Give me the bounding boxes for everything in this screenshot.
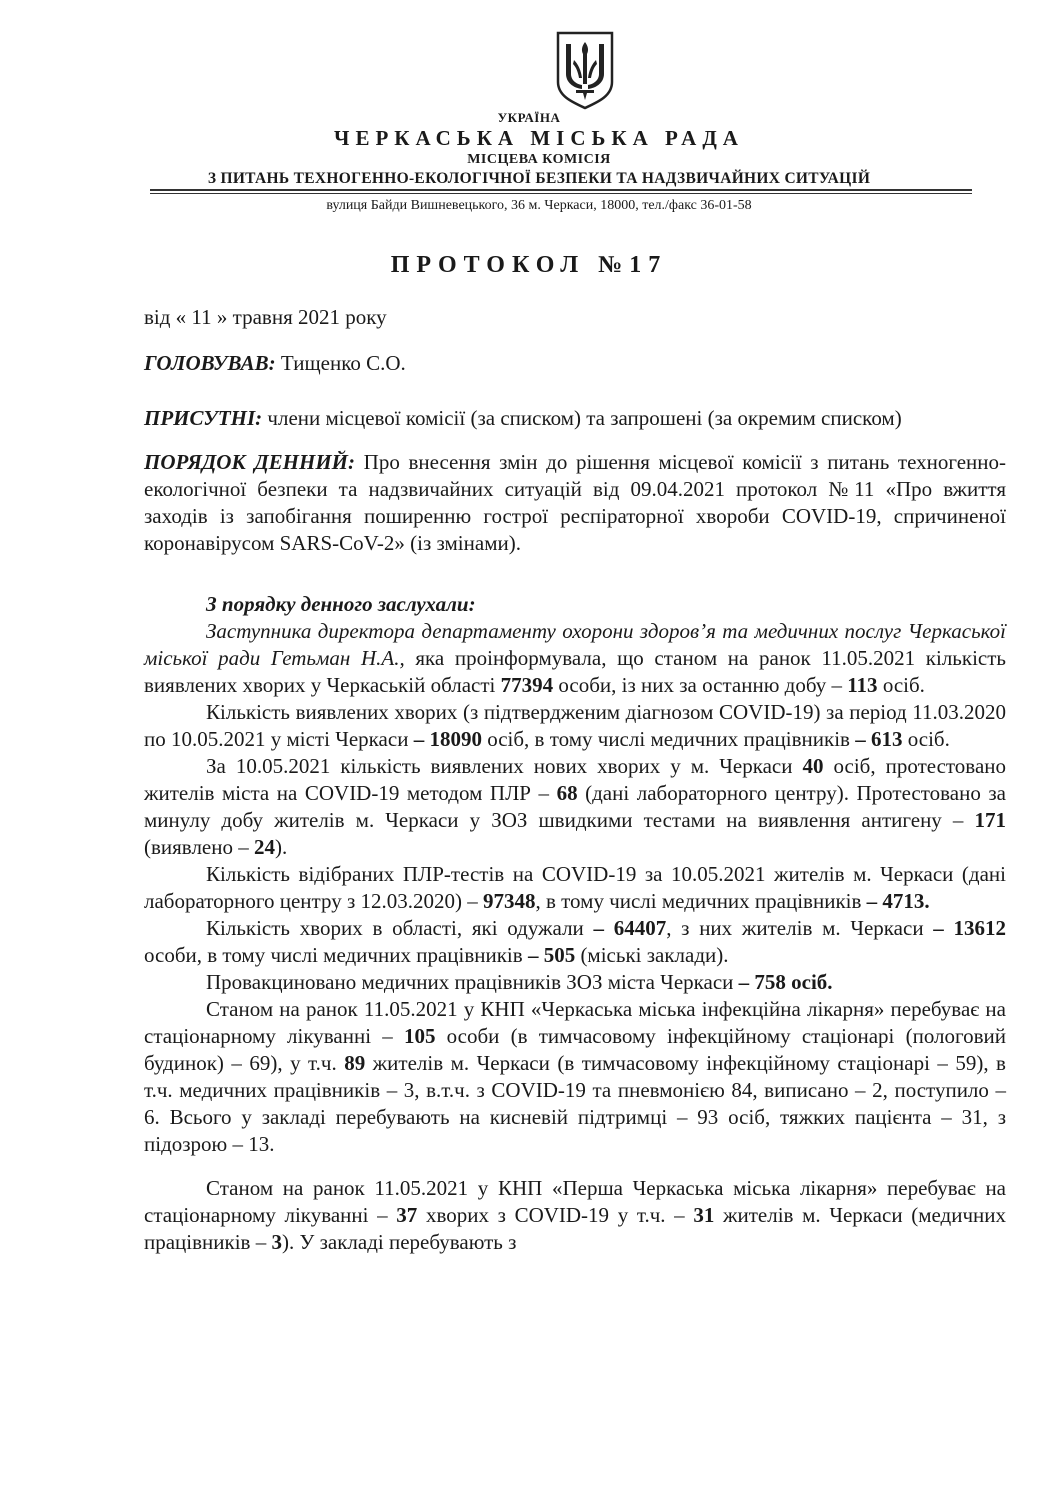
chair-label: ГОЛОВУВАВ: xyxy=(144,351,276,375)
paragraph-first-city-hospital: Станом на ранок 11.05.2021 у КНП «Перша Черкаська міська лікарня» перебуває на стаціонарному лікуванні – 37 хворих з COVID-19 у т.ч. – 31 жителів м. Черкаси (медичних працівників – 3). У закладі перебувають з xyxy=(144,1176,1006,1254)
date-line: від « 11 » травня 2021 року xyxy=(144,305,387,329)
paragraph-recovered: Кількість хворих в області, які одужали – 64407, з них жителів м. Черкаси – 13612 особи, в тому числі медичних працівників – 505 (міські заклади). xyxy=(144,916,1006,967)
paragraph-speaker-report: Заступника директора департаменту охорони здоров’я та медичних послуг Черкаської міської ради Гетьман Н.А., яка проінформувала, що станом на ранок 11.05.2021 кількість виявлених хворих у Черкаській області 77394 особи, із них за останню добу – 113 осіб. xyxy=(144,619,1006,697)
paragraph-city-cases: Кількість виявлених хворих (з підтвердженим діагнозом COVID-19) за період 11.03.2020 по 10.05.2021 у місті Черкаси – 18090 осіб, в тому числі медичних працівників – 613 осіб. xyxy=(144,700,1006,751)
document-title: ПРОТОКОЛ №17 xyxy=(390,252,668,278)
trident-coat-of-arms-icon xyxy=(554,30,616,110)
header-country: УКРАЇНА xyxy=(497,110,561,125)
header-subject: З ПИТАНЬ ТЕХНОГЕННО-ЕКОЛОГІЧНОЇ БЕЗПЕКИ ТА НАДЗВИЧАЙНИХ СИТУАЦІЙ xyxy=(207,170,871,187)
paragraph-new-cases: За 10.05.2021 кількість виявлених нових хворих у м. Черкаси 40 осіб, протестовано жителів міста на COVID-19 методом ПЛР – 68 (дані лабораторного центру). Протестовано за минулу добу жителів м. Черкаси у ЗОЗ швидкими тестами на виявлення антигену – 171 (виявлено – 24). xyxy=(144,754,1007,859)
document-body xyxy=(144,304,1006,1256)
speaker-name: Заступника директора департаменту охорони здоров’я та медичних послуг Черкаської міської ради Гетьман Н.А., xyxy=(144,619,1006,670)
paragraph-pcr-tests: Кількість відібраних ПЛР-тестів на COVID-19 за 10.05.2021 жителів м. Черкаси (дані лабораторного центру з 12.03.2020) – 97348, в тому числі медичних працівників – 4713. xyxy=(144,862,1006,913)
present-label: ПРИСУТНІ: xyxy=(144,406,263,430)
heard-heading: З порядку денного заслухали: xyxy=(206,592,476,616)
chair-value: Тищенко С.О. xyxy=(280,351,406,375)
header-divider-thin xyxy=(150,193,972,194)
header-address: вулиця Байди Вишневецького, 36 м. Черкаси, 18000, тел./факс 36-01-58 xyxy=(326,198,752,213)
header-divider xyxy=(150,189,972,191)
paragraph-infectious-hospital: Станом на ранок 11.05.2021 у КНП «Черкаська міська інфекційна лікарня» перебуває на стаціонарному лікуванні – 105 особи (в тимчасовому інфекційному стаціонарі (пологовий будинок) – 69), у т.ч. 89 жителів м. Черкаси (в тимчасовому інфекційному стаціонарі – 59), в т.ч. медичних працівників – 3, в.т.ч. з COVID-19 та пневмонією 84, виписано – 2, поступило – 6. Всього у закладі перебувають на кисневій підтримці – 93 осіб, тяжких пацієнта – 31, з підозрою – 13. xyxy=(144,997,1006,1156)
chair-line xyxy=(144,350,1006,377)
agenda-value: Про внесення змін до рішення місцевої комісії з питань техногенно-екологічної безпеки та надзвичайних ситуацій від 09.04.2021 протокол №11 «Про вжиття заходів із запобігання поширенню гострої респіраторної хвороби COVID-19, спричиненої коронавірусом SARS-CoV-2» (із змінами). xyxy=(144,450,1006,555)
present-value: члени місцевої комісії (за списком) та запрошені (за окремим списком) xyxy=(267,406,902,430)
header-commission: МІСЦЕВА КОМІСІЯ xyxy=(467,152,611,167)
header-council: ЧЕРКАСЬКА МІСЬКА РАДА xyxy=(334,126,744,150)
paragraph-vaccinated: Провакциновано медичних працівників ЗОЗ міста Черкаси – 758 осіб. xyxy=(206,970,833,994)
agenda-paragraph xyxy=(144,449,1006,557)
agenda-label: ПОРЯДОК ДЕННИЙ: xyxy=(144,450,356,474)
present-line xyxy=(144,405,1006,432)
